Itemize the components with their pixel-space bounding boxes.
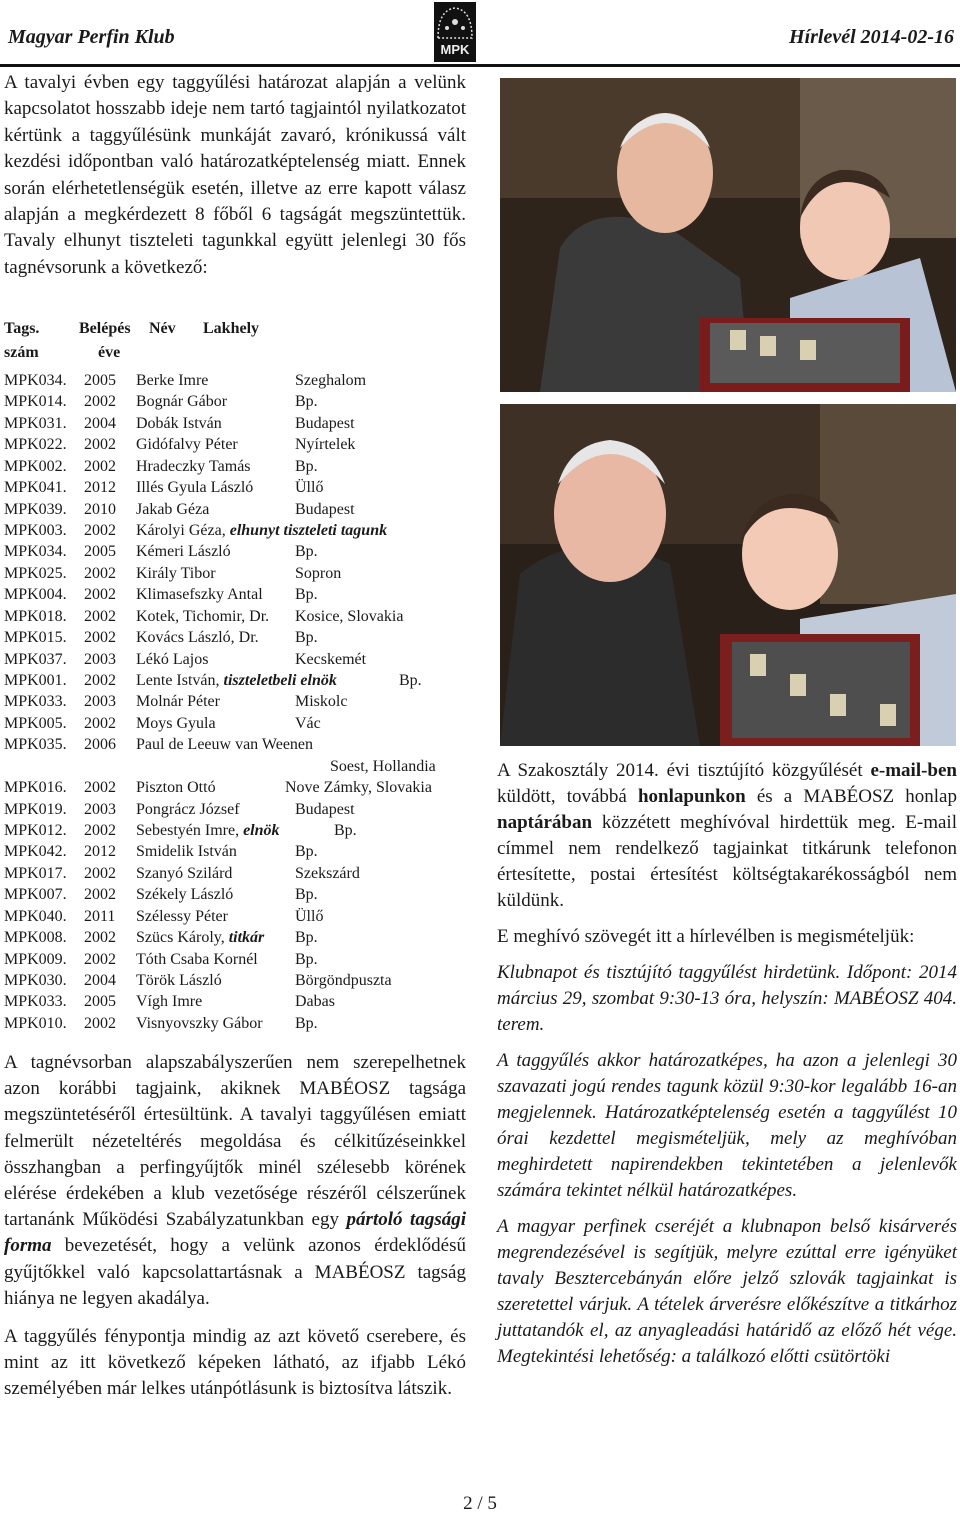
member-name-text: Szücs Károly, — [136, 929, 229, 947]
member-code: MPK034. — [4, 543, 67, 561]
member-name-text: Szélessy Péter — [136, 907, 228, 925]
member-row — [4, 951, 466, 971]
member-name-text: Visnyovszky Gábor — [136, 1014, 263, 1032]
member-code: MPK035. — [4, 736, 67, 754]
member-name — [136, 929, 264, 947]
member-name-text: Lékó Lajos — [136, 650, 209, 668]
member-year: 2002 — [84, 564, 116, 582]
header-divider — [0, 64, 960, 67]
col-belepes: Belépés — [79, 320, 131, 337]
member-row — [4, 651, 466, 671]
member-row — [4, 629, 466, 649]
member-code: MPK019. — [4, 800, 67, 818]
member-code: MPK039. — [4, 500, 67, 518]
member-role: titkár — [228, 929, 265, 947]
member-name — [136, 801, 240, 819]
intro-paragraph: A tavalyi évben egy taggyűlési határozat alapján a velünk kapcsolatot hosszabb ideje nem tartó tagjaintól nyilatkozatot kértünk a taggyűlésünk munkáját zavaró, krónikussá vált kezdési időpontban való határozatképtelenség miatt. Ennek során elérhetetlenségük esetén, illetve az erre kapott válasz alapján a megkérdezett 8 főből 6 tagságát megszüntettük. Tavaly elhunyt tiszteleti tagunkkal együtt jelenlegi 30 fős tagnévsorunk a következő: — [4, 72, 466, 278]
member-name — [136, 436, 238, 454]
paragraph-highlight: A taggyűlés fénypontja mindig az azt követő cserebere, és mint az itt következő képeken látható, az ifjabb Lékó személyében már lelkes utánpótlásunk is biztosítva látszik. — [4, 1326, 466, 1400]
member-place: Bp. — [295, 586, 318, 604]
invite-intro: E meghívó szövegét itt a hírlevélben is megismételjük: — [497, 926, 915, 947]
invite-quorum: A taggyűlés akkor határozatképes, ha azon a jelenlegi 30 szavazati jogú rendes tagunk közül 9:30-kor legalább 16-an megjelennek. Határozatképtelenség esetén a taggyűlést 10 órai kezdettel megismételjük, mely az meghívóban meghirdetett napirendekben tekintetében a jelenlevők számára tekintet nélkül határozatképes. — [497, 1050, 957, 1201]
member-place: Bp. — [295, 950, 318, 968]
member-place: Üllő — [295, 907, 324, 925]
member-row — [4, 929, 466, 949]
member-row — [4, 801, 466, 821]
member-code: MPK042. — [4, 843, 67, 861]
col-lakhely: Lakhely — [203, 320, 260, 337]
member-place: Miskolc — [295, 693, 348, 711]
member-place: Bp. — [295, 1014, 318, 1032]
member-name-text: Dobák István — [136, 414, 222, 432]
member-year: 2004 — [84, 414, 116, 432]
page-header — [0, 0, 960, 64]
member-name — [136, 415, 222, 433]
member-row — [4, 886, 466, 906]
member-name-text: Pongrácz József — [136, 800, 240, 818]
newsletter-date: Hírlevél 2014-02-16 — [789, 26, 954, 48]
member-year: 2002 — [84, 672, 116, 690]
member-year: 2005 — [84, 993, 116, 1011]
member-code: MPK041. — [4, 479, 67, 497]
member-row — [4, 479, 466, 499]
member-place: Kecskemét — [295, 650, 367, 668]
p1a: A Szakosztály 2014. évi tisztújító közgyűlését — [497, 760, 871, 781]
member-year: 2005 — [84, 372, 116, 389]
member-row — [4, 393, 466, 413]
member-code: MPK033. — [4, 693, 67, 711]
member-name-text: Piszton Ottó — [136, 779, 216, 797]
member-year: 2002 — [84, 714, 116, 732]
member-row — [4, 779, 466, 799]
member-role: elnök — [243, 822, 280, 840]
p1f: naptárában — [497, 812, 593, 833]
member-row — [4, 993, 466, 1013]
member-row — [4, 715, 466, 735]
member-year: 2002 — [84, 457, 116, 475]
member-role: elhunyt tiszteleti tagunk — [229, 522, 388, 539]
member-code: MPK009. — [4, 950, 67, 968]
member-code: MPK001. — [4, 672, 67, 690]
member-name — [136, 779, 216, 797]
member-name-text: Illés Gyula László — [136, 479, 254, 497]
member-code: MPK007. — [4, 886, 67, 904]
invite-time-place: Klubnapot és tisztújító taggyűlést hirdetünk. Időpont: 2014 március 29, szombat 9:30-13 óra, helyszín: MABÉOSZ 404. terem. — [497, 962, 957, 1035]
member-name — [136, 501, 209, 519]
member-year: 2002 — [84, 522, 116, 539]
member-code: MPK034. — [4, 372, 67, 389]
member-name — [136, 479, 253, 497]
member-code: MPK022. — [4, 436, 67, 454]
member-year: 2002 — [84, 629, 116, 647]
p1b: e-mail-ben — [870, 760, 957, 781]
member-code: MPK037. — [4, 650, 67, 668]
member-name-text: Sebestyén Imre, — [136, 822, 244, 840]
intro-block — [4, 70, 466, 281]
member-place: Börgöndpuszta — [295, 972, 392, 990]
member-row — [4, 908, 466, 928]
member-row — [4, 693, 466, 713]
member-row — [4, 415, 466, 435]
photo-stamp-album-1 — [500, 78, 956, 392]
col-nev: Név — [149, 320, 176, 337]
member-name — [136, 865, 232, 883]
member-code: MPK010. — [4, 1014, 67, 1032]
member-name-text: Smidelik István — [136, 843, 237, 861]
member-place: Szekszárd — [295, 864, 360, 882]
member-year: 2002 — [84, 779, 116, 797]
member-name-text: Lente István, — [136, 672, 224, 690]
member-name-text: Hradeczky Tamás — [136, 457, 251, 475]
invite-auction: A magyar perfinek cseréjét a klubnapon belső kisárverés megrendezésével is segítjük, melyre ezúttal erre igényüket tavaly Besztercebányán előre jelző szlovák tagjainkat is szeretettel várjuk. A tételek árverésre előkészítve a titkárhoz juttatandók el, az anyagleadási határidő az előző hét vége. Megtekintési lehetőség: a találkozó előtti csütörtöki — [497, 1216, 957, 1367]
member-place: Bp. — [399, 672, 422, 690]
para2-b: bevezetését, hogy a velünk azonos érdeklődésű gyűjtőkkel való kapcsolattartásnak a MABÉOSZ tagság hiánya ne legyen akadálya. — [4, 1235, 466, 1309]
member-row — [4, 1015, 466, 1035]
member-code: MPK008. — [4, 929, 67, 947]
member-row — [4, 972, 466, 992]
member-name-text: Tóth Csaba Kornél — [136, 950, 258, 968]
member-name — [136, 543, 231, 561]
member-name-text: Kovács László, Dr. — [136, 629, 259, 647]
member-place: Nove Zámky, Slovakia — [285, 779, 432, 797]
member-code: MPK030. — [4, 972, 67, 990]
col-eve: éve — [98, 344, 121, 361]
member-year: 2004 — [84, 972, 116, 990]
member-code: MPK031. — [4, 414, 67, 432]
page-number: 2 / 5 — [463, 1493, 497, 1514]
member-name-text: Bognár Gábor — [136, 393, 228, 411]
member-place: Vác — [295, 714, 321, 732]
member-row — [4, 501, 466, 521]
member-place: Szeghalom — [295, 372, 367, 389]
member-place: Bp. — [295, 457, 318, 475]
member-name — [136, 458, 251, 476]
member-place: Bp. — [295, 886, 318, 904]
member-year: 2002 — [84, 607, 116, 625]
member-row — [4, 565, 466, 585]
member-place: Kosice, Slovakia — [295, 607, 404, 625]
member-place: Bp. — [334, 822, 357, 840]
member-name — [136, 972, 222, 990]
member-place: Budapest — [295, 500, 355, 518]
member-year: 2012 — [84, 843, 116, 861]
member-year: 2003 — [84, 693, 116, 711]
member-name-text: Károlyi Géza, — [136, 522, 230, 539]
member-place: Sopron — [295, 564, 342, 582]
member-year: 2002 — [84, 586, 116, 604]
member-name-text: Kotek, Tichomir, Dr. — [136, 607, 270, 625]
member-row — [4, 543, 466, 563]
member-code: MPK016. — [4, 779, 67, 797]
member-code: MPK012. — [4, 822, 67, 840]
p1d: honlapunkon — [637, 786, 746, 807]
member-place: Bp. — [295, 843, 318, 861]
member-code: MPK033. — [4, 993, 67, 1011]
member-year: 2010 — [84, 500, 116, 518]
p1e: és a MABÉOSZ honlap — [745, 786, 957, 807]
announcement-paragraph — [497, 758, 957, 914]
member-place: Bp. — [295, 393, 318, 411]
member-name-text: Vígh Imre — [136, 993, 203, 1011]
member-code: MPK004. — [4, 586, 67, 604]
member-name-text: Klimasefszky Antal — [136, 586, 263, 604]
member-name — [136, 565, 216, 583]
para2-em: pártoló tagsági forma — [4, 1209, 467, 1257]
member-name — [136, 629, 259, 647]
col-tags: Tags. — [4, 320, 40, 337]
member-name-text: Kémeri László — [136, 543, 231, 561]
member-code: MPK003. — [4, 522, 67, 539]
member-name — [136, 843, 237, 861]
para2-a: A tagnévsorban alapszabályszerűen nem szerepelhetnek azon korábbi tagjaink, akiknek MABÉOSZ tagsága megszüntetéséről értesültünk. A tavalyi taggyűlésen emiatt felmerült nézeteltérés megoldása és célkitűzéseinkkel összhangban a perfingyűjtők minél szélesebb körének elérése érdekében a klub vezetősége részéről célszerűnek tartanánk Működési Szabályzatunkban egy — [4, 1052, 466, 1231]
mpk-logo — [434, 2, 476, 62]
member-place: Soest, Hollandia — [330, 757, 436, 775]
member-year: 2002 — [84, 864, 116, 882]
member-year: 2005 — [84, 543, 116, 561]
member-name-text: Jakab Géza — [136, 500, 210, 518]
member-name — [136, 672, 337, 690]
member-row — [4, 843, 466, 863]
member-place: Nyírtelek — [295, 436, 356, 454]
member-name — [136, 693, 220, 711]
member-name-text: Török László — [136, 972, 222, 990]
member-name — [136, 372, 208, 390]
member-name-text: Király Tibor — [136, 564, 216, 582]
member-code: MPK017. — [4, 864, 67, 882]
right-column-text — [497, 758, 957, 1380]
member-code: MPK015. — [4, 629, 67, 647]
member-name — [136, 1015, 263, 1033]
member-name — [136, 822, 280, 840]
member-name — [136, 951, 258, 969]
member-name — [136, 993, 202, 1011]
member-name — [136, 522, 387, 540]
member-name — [136, 393, 227, 411]
member-role: tiszteletbeli elnök — [223, 672, 337, 690]
member-code: MPK025. — [4, 564, 67, 582]
member-code: MPK002. — [4, 457, 67, 475]
member-row — [4, 372, 466, 392]
member-year: 2002 — [84, 822, 116, 840]
member-row — [4, 672, 466, 692]
p1c: küldött, továbbá — [497, 786, 638, 807]
member-name-text: Szanyó Szilárd — [136, 864, 233, 882]
member-name — [136, 608, 269, 626]
member-place: Bp. — [295, 543, 318, 561]
member-year: 2002 — [84, 393, 116, 411]
member-row — [4, 458, 466, 478]
member-place: Üllő — [295, 479, 324, 497]
member-code: MPK040. — [4, 907, 67, 925]
member-year: 2002 — [84, 950, 116, 968]
photo-stamp-album-2 — [500, 404, 956, 746]
member-place: Bp. — [295, 629, 318, 647]
member-name — [136, 886, 233, 904]
member-year: 2003 — [84, 800, 116, 818]
member-year: 2011 — [84, 907, 116, 925]
member-row — [4, 822, 466, 842]
member-year: 2003 — [84, 650, 116, 668]
club-name: Magyar Perfin Klub — [8, 26, 175, 48]
member-row — [4, 758, 466, 778]
member-row — [4, 865, 466, 885]
member-code: MPK018. — [4, 607, 67, 625]
p1g: közzétett meghívóval hirdettük meg. E-mail címmel nem rendelkező tagjainkat titkárunk telefonon értesítette, postai értesítést költségtakarékosságból nem küldünk. — [497, 812, 957, 911]
member-row — [4, 736, 466, 756]
member-code: MPK014. — [4, 393, 67, 411]
member-code: MPK005. — [4, 714, 67, 732]
member-name-text: Székely László — [136, 886, 234, 904]
lower-left-text — [4, 1050, 466, 1403]
member-row — [4, 436, 466, 456]
member-name-text: Berke Imre — [136, 372, 209, 389]
member-name — [136, 908, 228, 926]
member-year: 2002 — [84, 886, 116, 904]
member-year: 2002 — [84, 1014, 116, 1032]
member-name — [136, 586, 263, 604]
member-name — [136, 651, 208, 669]
member-name — [136, 736, 313, 754]
member-place: Budapest — [295, 414, 355, 432]
member-year: 2006 — [84, 736, 116, 754]
member-name — [136, 715, 216, 733]
member-place: Dabas — [295, 993, 335, 1011]
logo-text: MPK — [440, 42, 470, 57]
member-row — [4, 522, 466, 542]
member-row — [4, 586, 466, 606]
paragraph-membership — [4, 1050, 466, 1312]
member-name-text: Moys Gyula — [136, 714, 216, 732]
member-year: 2012 — [84, 479, 116, 497]
member-place: Bp. — [295, 929, 318, 947]
col-szam: szám — [4, 344, 39, 361]
member-name-text: Gidófalvy Péter — [136, 436, 238, 454]
member-name-text: Molnár Péter — [136, 693, 220, 711]
member-name-text: Paul de Leeuw van Weenen — [136, 736, 314, 754]
member-place: Budapest — [295, 800, 355, 818]
member-year: 2002 — [84, 929, 116, 947]
member-year: 2002 — [84, 436, 116, 454]
member-row — [4, 608, 466, 628]
